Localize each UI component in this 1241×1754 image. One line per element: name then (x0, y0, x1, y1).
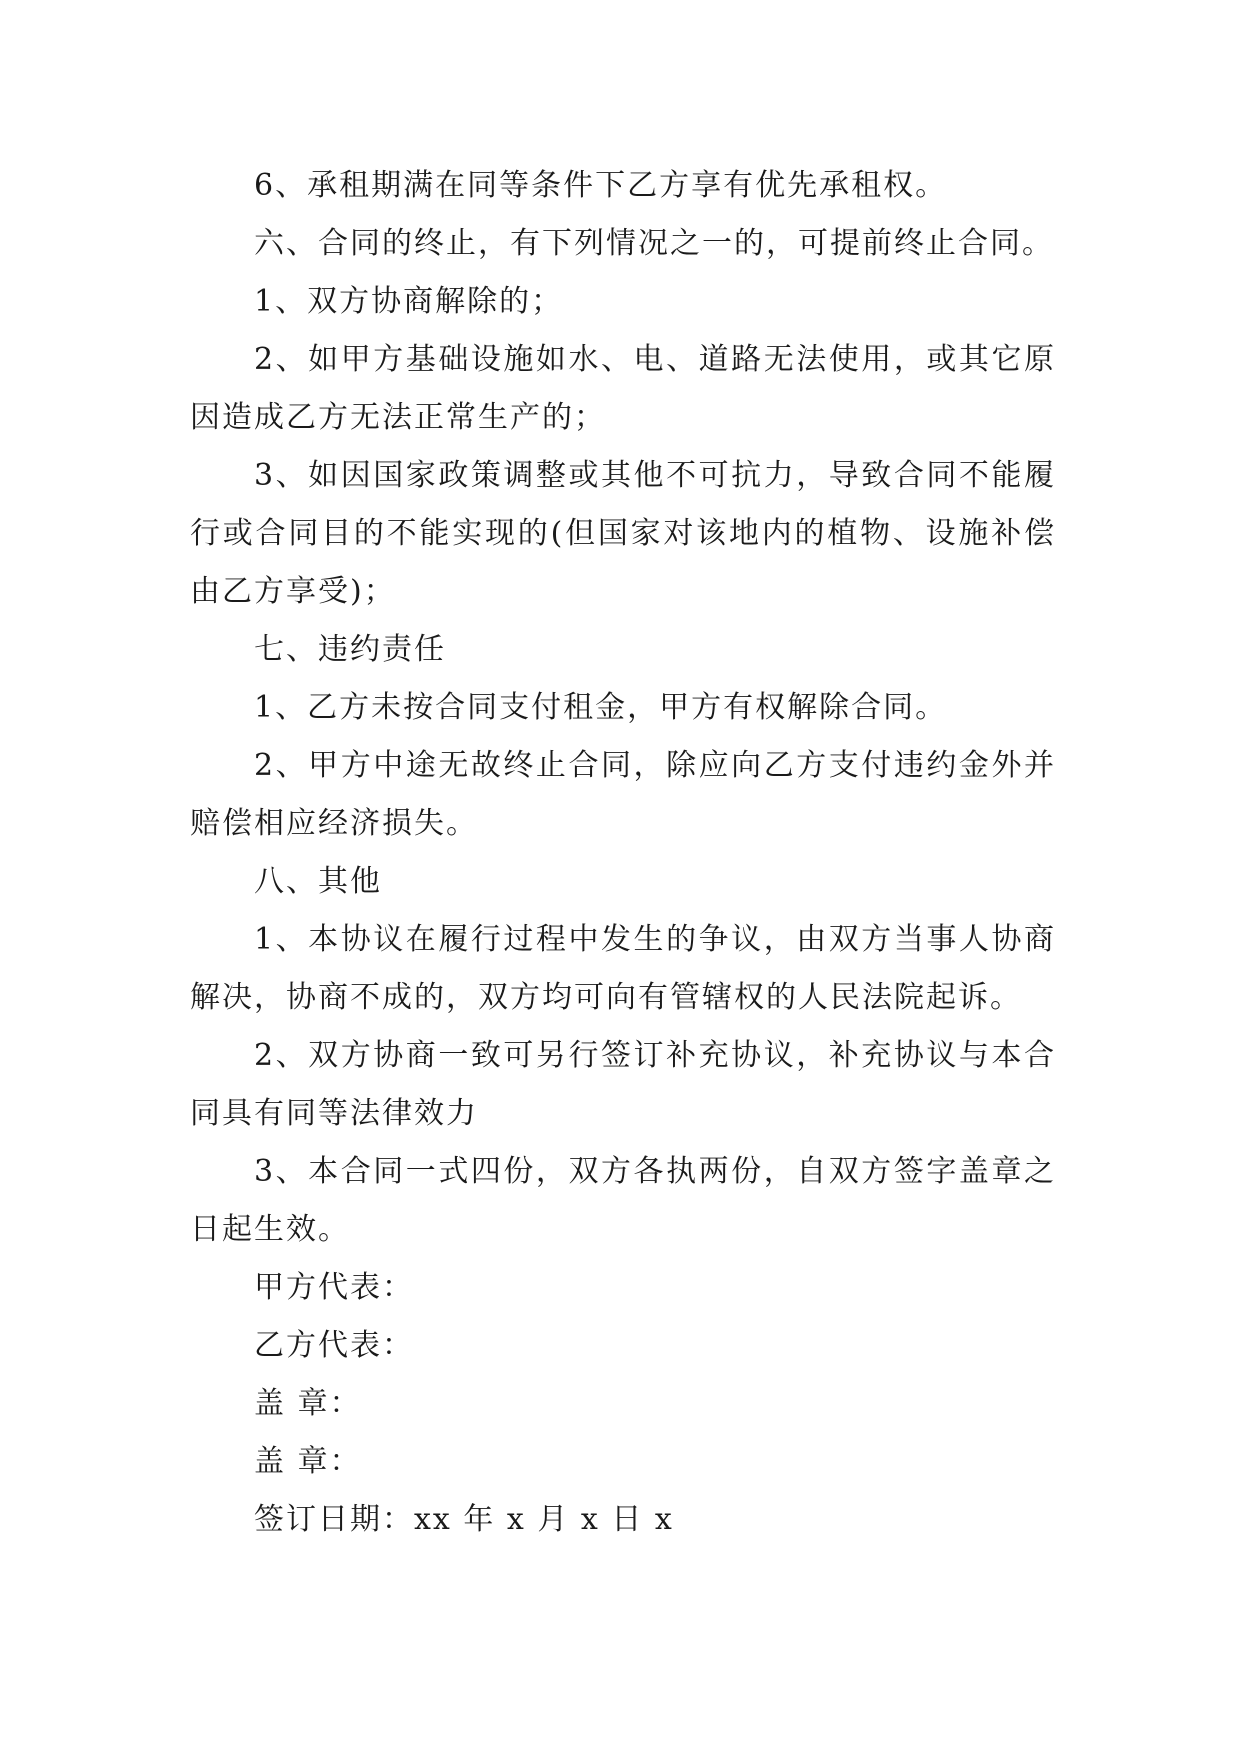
clause-6-renewal: 6、承租期满在同等条件下乙方享有优先承租权。 (254, 168, 948, 203)
other-item-1: 1、本协议在履行过程中发生的争议，由双方当事人协商解决，协商不成的，双方均可向有管辖权的人民法院起诉。 (190, 922, 1056, 1015)
document-body (190, 157, 1056, 1549)
other-item-2: 2、双方协商一致可另行签订补充协议，补充协议与本合同具有同等法律效力 (190, 1038, 1056, 1131)
party-a-representative: 甲方代表： (254, 1270, 414, 1305)
termination-item-3: 3、如因国家政策调整或其他不可抗力，导致合同不能履行或合同目的不能实现的(但国家对该地内的植物、设施补偿由乙方享受)； (190, 458, 1056, 609)
liability-item-1: 1、乙方未按合同支付租金，甲方有权解除合同。 (254, 690, 948, 725)
section-6-termination: 六、合同的终止，有下列情况之一的，可提前终止合同。 (254, 226, 1054, 261)
section-8-other: 八、其他 (254, 864, 382, 899)
section-7-liability: 七、违约责任 (254, 632, 446, 667)
seal-line-a: 盖 章： (254, 1386, 362, 1421)
liability-item-2: 2、甲方中途无故终止合同，除应向乙方支付违约金外并赔偿相应经济损失。 (190, 748, 1056, 841)
other-item-3: 3、本合同一式四份，双方各执两份，自双方签字盖章之日起生效。 (190, 1154, 1056, 1247)
seal-line-b: 盖 章： (254, 1444, 362, 1479)
party-b-representative: 乙方代表： (254, 1328, 414, 1363)
signing-date: 签订日期：xx 年 x 月 x 日 x (254, 1502, 674, 1537)
termination-item-2: 2、如甲方基础设施如水、电、道路无法使用，或其它原因造成乙方无法正常生产的； (190, 342, 1056, 435)
termination-item-1: 1、双方协商解除的； (254, 284, 564, 319)
